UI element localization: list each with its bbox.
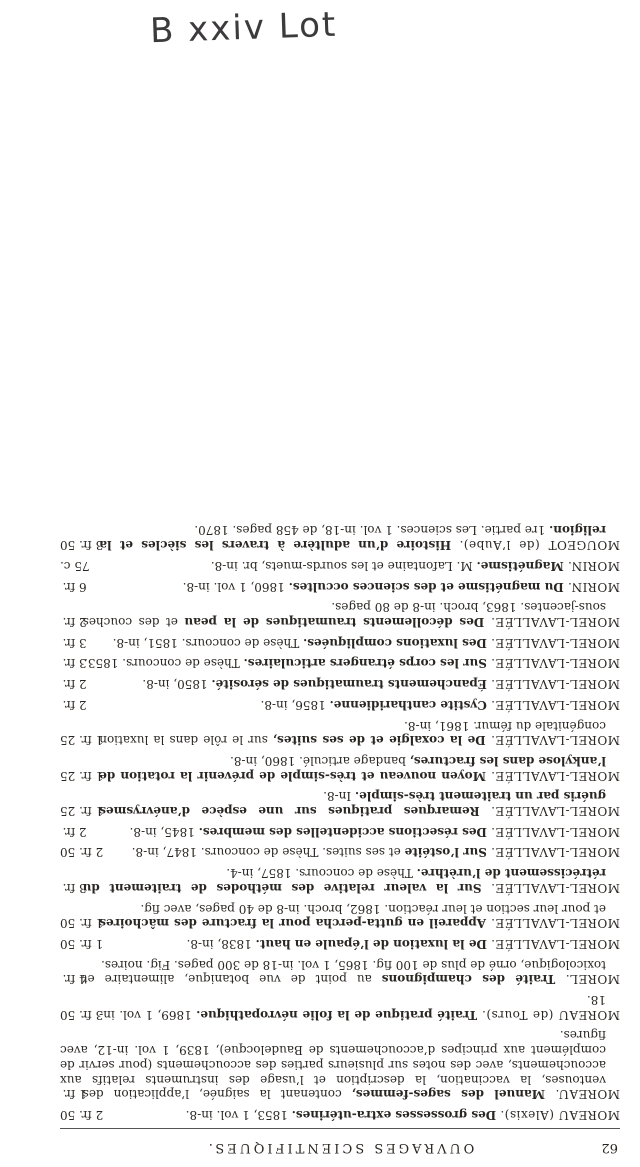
page-number: 62 bbox=[601, 1140, 618, 1155]
catalog-entry bbox=[60, 676, 620, 691]
header-rule bbox=[60, 1128, 620, 1129]
entry-price: 3 fr. bbox=[62, 635, 87, 650]
entry-author: MOREL-LAVALLÉE. bbox=[490, 768, 620, 783]
catalog-entry bbox=[60, 523, 620, 552]
entry-title: Des luxations compliquées. bbox=[303, 635, 487, 650]
catalog-entry bbox=[60, 865, 620, 894]
entry-author: MOREAU. bbox=[555, 1087, 620, 1102]
entry-price: 2 fr. bbox=[62, 697, 87, 712]
entry-price: 1 fr. 25 bbox=[60, 804, 104, 819]
entry-price: 1 fr. 25 bbox=[60, 733, 104, 748]
catalog-entry bbox=[60, 579, 620, 594]
entry-price: 1 fr. 50 bbox=[60, 936, 104, 951]
entry-title: Sur l’ostéite bbox=[404, 845, 487, 860]
catalog-entry bbox=[60, 845, 620, 860]
entry-title: Du magnétisme et des sciences occultes. bbox=[288, 579, 564, 594]
entry-price: 2 fr. 50 bbox=[60, 1108, 104, 1122]
catalog-entry bbox=[60, 824, 620, 839]
catalog-entry bbox=[60, 1028, 620, 1102]
entry-title: Sur les corps étrangers articulaires. bbox=[243, 656, 487, 671]
entry-price: 6 fr. bbox=[62, 579, 87, 594]
entry-description: et des couches sous-jacentes. 1863, broch. in-8 de 80 pages. bbox=[82, 600, 606, 630]
entry-author: MOREL-LAVALLÉE. bbox=[490, 804, 620, 819]
entry-author: MOREL-LAVALLÉE. bbox=[490, 936, 620, 951]
entry-title: Sur la valeur relative des méthodes de traitement du rétrécissement de l’urèthre. bbox=[82, 866, 606, 895]
entry-title: De la luxation de l’épaule en haut. bbox=[255, 936, 487, 951]
entry-description: Thèse de concours. 1853. bbox=[84, 656, 240, 671]
catalog-entry bbox=[60, 600, 620, 629]
catalog-entry bbox=[60, 753, 620, 782]
entry-price: 3 fr. 50 bbox=[60, 1007, 104, 1022]
entry-title: Appareil en gutta-percha pour la fracture des mâchoires bbox=[99, 916, 487, 931]
entry-price: 4 fr. bbox=[62, 972, 87, 987]
entry-price: 3 fr. 50 bbox=[60, 538, 104, 553]
entry-title: Remarques pratiques sur une espèce d’anévrysmes guéris par un traitement très-simple. bbox=[99, 789, 606, 819]
entry-description: 1853, 1 vol. in-8. bbox=[185, 1108, 288, 1122]
entry-price: 3 fr. bbox=[62, 880, 87, 895]
entry-description: M. Lafontaine et les sourds-muets, br. in-8. bbox=[210, 558, 473, 573]
entry-author: MOREL-LAVALLÉE. bbox=[490, 697, 620, 712]
entry-title: Des grossesses extra-utérines. bbox=[291, 1108, 497, 1122]
entry-author: MOREL-LAVALLÉE. bbox=[490, 916, 620, 931]
entry-author: MOREAU (Alexis). bbox=[499, 1108, 620, 1122]
running-title: OUVRAGES SCIENTIFIQUES. bbox=[205, 1140, 475, 1155]
entry-title: Traité pratique de la folie névropathique. bbox=[196, 1007, 478, 1022]
page-header bbox=[60, 1133, 620, 1155]
entry-price: 2 fr. bbox=[62, 824, 87, 839]
entry-title: De la coxalgie et de ses suites, bbox=[272, 733, 486, 748]
entry-price: 1 fr. bbox=[62, 1087, 87, 1102]
entry-author: MOREL-LAVALLÉE. bbox=[490, 824, 620, 839]
entry-author: MOREL-LAVALLÉE. bbox=[490, 733, 620, 748]
catalog-entry bbox=[60, 789, 620, 818]
entry-price: 3 fr. bbox=[62, 656, 87, 671]
catalog-entry bbox=[60, 558, 620, 573]
entry-title: Traité des champignons bbox=[381, 972, 556, 987]
entry-price: 1 fr. 50 bbox=[60, 916, 104, 931]
entry-description: 1860, 1 vol. in-8. bbox=[182, 579, 285, 594]
catalog-entry bbox=[60, 957, 620, 986]
entry-description: 1845, in-8. bbox=[129, 824, 195, 839]
entry-description: 1850, in-8. bbox=[142, 677, 208, 692]
catalog-entry bbox=[60, 1107, 620, 1122]
entry-author: MOREL-LAVALLÉE. bbox=[490, 656, 620, 671]
entry-author: MOREL-LAVALLÉE. bbox=[490, 677, 620, 692]
entry-description: 1856, in-8. bbox=[260, 697, 326, 712]
entry-description: Thèse de concours. 1857, in-4. bbox=[226, 866, 413, 881]
catalog-entry bbox=[60, 718, 620, 747]
entry-price: 75 c. bbox=[60, 558, 90, 573]
handwritten-annotation: B xxiv Lot bbox=[149, 4, 338, 52]
entry-description: 1869, 1 vol. in-18. bbox=[99, 993, 606, 1022]
entry-author: MOREL-LAVALLÉE. bbox=[490, 615, 620, 630]
catalog-entry bbox=[60, 992, 620, 1021]
entry-author: MOREL-LAVALLÉE. bbox=[490, 845, 620, 860]
entry-description: In-8. bbox=[323, 789, 352, 804]
entry-description: au point de vue botanique, alimentaire et toxicologique, orné de plus de 100 fig. 1865, 1 vol. in-18 de 300 pages. Fig. noires. bbox=[82, 957, 606, 987]
entry-description: et ses suites. Thèse de concours. 1847, in-8. bbox=[131, 845, 401, 860]
entry-title: Magnétisme. bbox=[476, 558, 564, 573]
catalog-entry bbox=[60, 697, 620, 712]
entry-description: contenant la saignée, l’application des ventouses, la vaccination, la description et l’usage des instruments relatifs aux accouchements, avec des notes sur plusieurs parties des accouchements (pour servir de complément aux principes d’accouchements de Baudelocque), 1839, 1 vol. in-12, avec figures. bbox=[60, 1028, 606, 1102]
entry-price: 2 fr. bbox=[62, 677, 87, 692]
entry-description: sur le rôle dans la luxation congénitale du fémur. 1861, in-8. bbox=[99, 718, 606, 748]
entry-author: MOREL-LAVALLÉE. bbox=[490, 635, 620, 650]
entry-description: et pour leur section et leur réaction. 1862, broch. in-8 de 40 pages, avec fig. bbox=[140, 901, 606, 916]
entry-description: 1838, in-8. bbox=[186, 936, 252, 951]
entry-price: 1 fr. 25 bbox=[60, 768, 104, 783]
entry-title: Des résections accidentelles des membres. bbox=[198, 824, 487, 839]
catalog-entry bbox=[60, 936, 620, 951]
entry-title: Manuel des sages-femmes, bbox=[351, 1087, 546, 1102]
catalog-entries bbox=[60, 523, 620, 1122]
entry-author: MOREAU (de Tours). bbox=[481, 1007, 620, 1022]
entry-description: bandage articulé. 1860, in-8. bbox=[230, 753, 406, 768]
entry-author: MOREL-LAVALLÉE. bbox=[490, 880, 620, 895]
catalog-entry bbox=[60, 635, 620, 650]
catalog-entry bbox=[60, 656, 620, 671]
entry-description: Thèse de concours. 1851, in-8. bbox=[112, 635, 300, 650]
entry-price: 2 fr. bbox=[62, 615, 87, 630]
entry-author: MOREL. bbox=[565, 972, 620, 987]
entry-author: MOUGEOT (de l’Aube). bbox=[459, 538, 620, 553]
inverted-print-block bbox=[60, 95, 620, 1155]
entry-title: Moyen nouveau et très-simple de prévenir la rotation de l’ankylose dans les fractures, bbox=[99, 753, 606, 783]
entry-description: 1re partie. Les sciences. 1 vol. in-18, de 458 pages. 1870. bbox=[194, 523, 546, 538]
entry-author: MORIN. bbox=[567, 558, 620, 573]
entry-author: MORIN. bbox=[567, 579, 620, 594]
entry-title: Histoire d’un adultère à travers les siècles et la religion. bbox=[99, 523, 606, 553]
entry-title: Cystite cantharidienne. bbox=[329, 697, 487, 712]
entry-title: Des décollements traumatiques de la peau bbox=[184, 615, 485, 630]
entry-title: Épanchements traumatiques de sérosité. bbox=[211, 677, 487, 692]
catalog-entry bbox=[60, 901, 620, 930]
entry-price: 2 fr. 50 bbox=[60, 845, 104, 860]
